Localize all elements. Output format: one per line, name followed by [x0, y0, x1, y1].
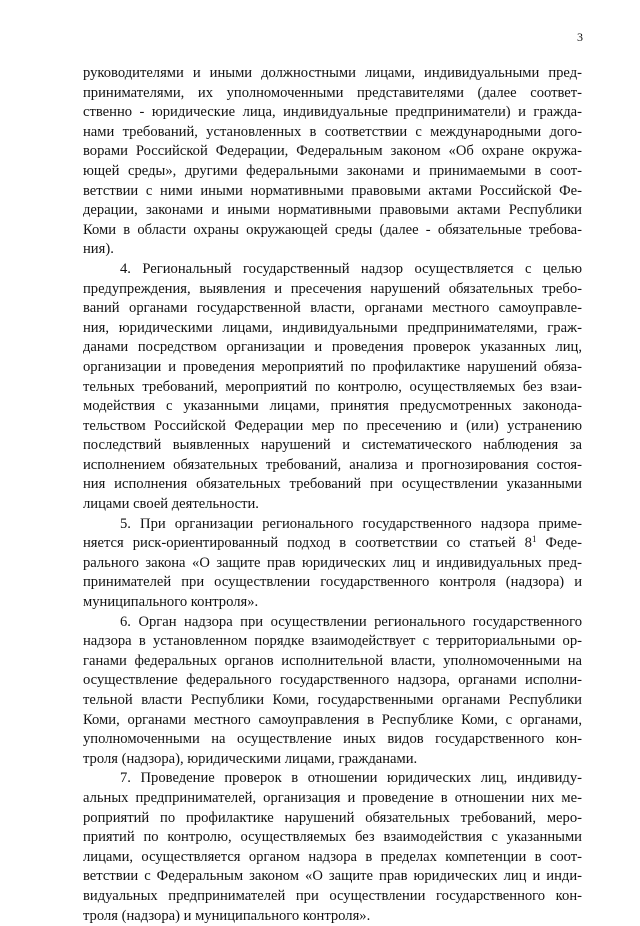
text-line: ваний органами государственной власти, органами местного самоуправле-	[83, 300, 582, 317]
text-line: данами посредством организации и проведения проверок указанных лиц,	[83, 339, 582, 356]
text-line: ветствии с Федеральным законом «О защите прав юридических лиц и инди-	[83, 868, 582, 885]
text-line: Коми, органами местного самоуправления в Республике Коми, с органами,	[83, 711, 582, 728]
text-line: уполномоченными на осуществление иных видов государственного кон-	[83, 731, 582, 748]
text-line: ственно - юридические лица, индивидуальные предприниматели) и гражда-	[83, 104, 582, 121]
text-line: исполнением обязательных требований, анализа и прогнозирования состоя-	[83, 456, 582, 473]
document-body	[83, 64, 582, 926]
paragraph-6	[83, 613, 582, 770]
text-line: ворами Российской Федерации, Федеральным законом «Об охране окружа-	[83, 143, 582, 160]
text-line: лицами своей деятельности.	[83, 496, 259, 513]
text-line: 5. При организации регионального государственного надзора приме-	[120, 515, 582, 532]
text-line: ния, юридическими лицами, индивидуальными предпринимателями, граж-	[83, 319, 582, 336]
paragraph-4	[83, 260, 582, 515]
text-line: ния).	[83, 241, 114, 258]
paragraph-7	[83, 769, 582, 926]
text-line: приятий по контролю, осуществляемых без взаимодействия с указанными	[83, 829, 582, 846]
superscript: 1	[531, 534, 537, 545]
text-line: лицами, осуществляется органом надзора в пределах компетенции в соот-	[83, 848, 582, 865]
paragraph-1	[83, 64, 582, 260]
text-line: роприятий по профилактике нарушений обязательных требований, меро-	[83, 809, 582, 826]
text-line: нами требований, установленных в соответствии с международными дого-	[83, 123, 582, 140]
text-line: ганами федеральных органов исполнительной власти, уполномоченными на	[83, 652, 582, 669]
text-line: троля (надзора) и муниципального контроля».	[83, 907, 371, 924]
text-line: Коми в области охраны окружающей среды (далее - обязательные требова-	[83, 221, 582, 238]
text-line: последствий выявленных нарушений и систематического наблюдения за	[83, 437, 582, 454]
text-line-with-superscript	[83, 534, 582, 554]
text-line: тельством Российской Федерации мер по пресечению и (или) устранению	[83, 417, 582, 434]
text-line: ветствии с ними иными нормативными правовыми актами Российской Фе-	[83, 182, 582, 199]
text-line: троля (надзора), юридическими лицами, гражданами.	[83, 750, 418, 767]
text-line: надзора в установленном порядке взаимодействует с территориальными ор-	[83, 633, 582, 650]
text-line: 6. Орган надзора при осуществлении регионального государственного	[120, 613, 582, 630]
page-number: 3	[577, 30, 583, 44]
text-line: тельных требований, мероприятий по контролю, осуществляемых без взаи-	[83, 378, 582, 395]
text-line: ния исполнения обязательных требований при осуществлении указанными	[83, 476, 582, 493]
text-fragment: Феде-	[536, 535, 582, 552]
text-fragment: няется риск-ориентированный подход в соответствии со статьей 8	[83, 535, 532, 552]
text-line: видуальных предпринимателей при осуществлении государственного кон-	[83, 887, 582, 904]
text-line: тельной власти Республики Коми, государственными органами Республики	[83, 692, 582, 708]
text-line: ющей среды», другими федеральными законами и принимаемыми в соот-	[83, 162, 582, 179]
text-line: руководителями и иными должностными лицами, индивидуальными пред-	[83, 65, 582, 81]
text-line: дерации, законами и иными нормативными правовыми актами Республики	[83, 202, 582, 219]
text-line: принимателей при осуществлении государственного контроля (надзора) и	[83, 574, 582, 591]
paragraph-5	[83, 515, 582, 613]
text-line: муниципального контроля».	[83, 594, 259, 611]
text-line: 4. Региональный государственный надзор осуществляется с целью	[120, 260, 582, 277]
text-line: организации и проведения мероприятий по профилактике нарушений обяза-	[83, 358, 582, 375]
text-line: 7. Проведение проверок в отношении юридических лиц, индивиду-	[120, 770, 582, 787]
text-line: принимателями, их уполномоченными представителями (далее соответ-	[83, 84, 582, 101]
text-line: альных предпринимателей, организация и проведение в отношении них ме-	[83, 789, 582, 806]
text-line: модействия с указанными лицами, принятия предусмотренных законода-	[83, 398, 582, 415]
text-line: предупреждения, выявления и пресечения нарушений обязательных требо-	[83, 280, 582, 297]
text-line: рального закона «О защите прав юридических лиц и индивидуальных пред-	[83, 554, 582, 571]
text-line: осуществление федерального государственного надзора, органами исполни-	[83, 672, 582, 689]
